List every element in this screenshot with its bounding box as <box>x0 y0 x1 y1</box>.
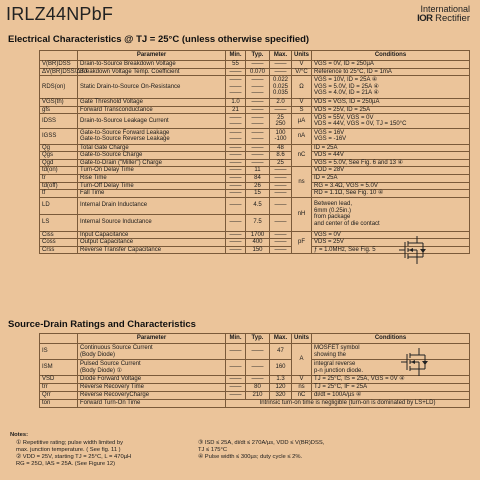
max-cell: —— <box>270 61 292 69</box>
min-cell <box>226 129 246 144</box>
parameter-line: (Body Diode) ① <box>80 367 123 374</box>
table-row <box>40 384 470 392</box>
typ-line: —— <box>251 121 264 128</box>
typ-line: —— <box>251 83 264 90</box>
table-row <box>40 174 470 182</box>
symbol-cell: gfs <box>40 106 78 114</box>
typ-cell: 26 <box>246 182 270 190</box>
parameter-cell: Gate-to-Drain ("Miller") Charge <box>78 159 226 167</box>
symbol-cell: IS <box>40 344 78 360</box>
table-row <box>40 152 470 160</box>
max-cell: 1.3 <box>270 376 292 384</box>
typ-cell: 210 <box>246 392 270 400</box>
max-cell <box>270 129 292 144</box>
column-header: Units <box>292 51 312 61</box>
max-cell: 8.6 <box>270 152 292 160</box>
min-line: —— <box>229 83 242 90</box>
typ-cell <box>246 114 270 129</box>
max-cell: 160 <box>270 360 292 376</box>
symbol-cell: td(on) <box>40 167 78 175</box>
typ-line: —— <box>251 77 264 84</box>
min-cell: —— <box>226 376 246 384</box>
min-cell: —— <box>226 231 246 239</box>
conditions-cell: VDS = VGS, ID = 250µA <box>312 98 470 106</box>
min-cell: 21 <box>226 106 246 114</box>
symbol-cell: VSD <box>40 376 78 384</box>
min-cell: —— <box>226 182 246 190</box>
conditions-cell: ID = 25A <box>312 144 470 152</box>
column-header: Conditions <box>312 51 470 61</box>
units-cell: V <box>292 376 312 384</box>
max-cell: 25 <box>270 159 292 167</box>
conditions-line: integral reverse <box>314 360 356 367</box>
min-cell: —— <box>226 197 246 214</box>
max-line: 25 <box>277 114 284 121</box>
max-cell <box>270 76 292 99</box>
symbol-cell: VGS(th) <box>40 98 78 106</box>
parameter-cell: Output Capacitance <box>78 239 226 247</box>
parameter-line: Gate-to-Source Reverse Leakage <box>80 136 170 143</box>
parameter-cell: Breakdown Voltage Temp. Coefficient <box>78 68 226 76</box>
symbol-cell: ton <box>40 400 78 408</box>
parameter-cell: Reverse RecoveryCharge <box>78 392 226 400</box>
max-line: -100 <box>274 136 287 143</box>
conditions-cell: Intrinsic turn-on time is negligible (turn-on is dominated by LS+LD) <box>226 400 470 408</box>
max-cell: —— <box>270 246 292 254</box>
symbol-cell: Qrr <box>40 392 78 400</box>
typ-cell: 80 <box>246 384 270 392</box>
conditions-cell: VDD = 28V <box>312 167 470 175</box>
parameter-cell: Rise Time <box>78 174 226 182</box>
typ-cell <box>246 129 270 144</box>
conditions-line: VGS = 4.0V, ID = 21A ④ <box>314 90 379 97</box>
symbol-cell: Qgd <box>40 159 78 167</box>
units-cell: V <box>292 98 312 106</box>
electrical-table <box>39 50 470 254</box>
conditions-cell <box>312 360 470 376</box>
conditions-cell: TJ = 25°C, IS = 25A, VGS = 0V ④ <box>312 376 470 384</box>
max-line: 0.022 <box>272 77 288 84</box>
symbol-cell: tf <box>40 190 78 198</box>
mosfet-symbol-icon <box>395 234 431 266</box>
units-cell: nH <box>292 197 312 231</box>
company-logo <box>417 4 470 24</box>
typ-line: —— <box>251 129 264 136</box>
parameter-cell: Forward Transconductance <box>78 106 226 114</box>
column-header: Parameter <box>78 51 226 61</box>
min-cell: —— <box>226 246 246 254</box>
column-header: Min. <box>226 51 246 61</box>
table-row <box>40 400 470 408</box>
units-cell: pF <box>292 231 312 254</box>
units-cell: µA <box>292 114 312 129</box>
table-row <box>40 190 470 198</box>
typ-cell: —— <box>246 360 270 376</box>
notes-section <box>10 432 325 467</box>
conditions-cell: TJ = 25°C, IF = 25A <box>312 384 470 392</box>
notes-title: Notes: <box>10 432 29 438</box>
units-cell: S <box>292 106 312 114</box>
table-row <box>40 114 470 129</box>
max-cell: —— <box>270 231 292 239</box>
typ-cell: 400 <box>246 239 270 247</box>
max-cell: 47 <box>270 344 292 360</box>
table-header-row <box>40 51 470 61</box>
conditions-cell: VGS = 5.0V, See Fig. 6 and 13 ④ <box>312 159 470 167</box>
table-row <box>40 197 470 214</box>
note-line: TJ ≤ 175°C <box>198 447 228 453</box>
typ-cell: 150 <box>246 246 270 254</box>
table-row <box>40 392 470 400</box>
parameter-cell: Drain-to-Source Breakdown Voltage <box>78 61 226 69</box>
parameter-cell <box>78 344 226 360</box>
column-header: Max. <box>270 51 292 61</box>
typ-line: —— <box>251 90 264 97</box>
units-cell: ns <box>292 384 312 392</box>
min-cell <box>226 76 246 99</box>
column-header: Min. <box>226 334 246 344</box>
units-cell: V/°C <box>292 68 312 76</box>
typ-cell: —— <box>246 376 270 384</box>
typ-cell: —— <box>246 61 270 69</box>
conditions-cell: RD = 1.1Ω, See Fig. 10 ④ <box>312 190 470 198</box>
parameter-cell: Total Gate Charge <box>78 144 226 152</box>
conditions-line: showing the <box>314 351 347 358</box>
max-line: 0.025 <box>272 83 288 90</box>
conditions-cell <box>312 114 470 129</box>
min-cell <box>226 114 246 129</box>
parameter-cell: Turn-Off Delay Time <box>78 182 226 190</box>
mosfet-diode-symbol-icon <box>397 346 433 378</box>
typ-line: —— <box>251 114 264 121</box>
parameter-cell: Gate Threshold Voltage <box>78 98 226 106</box>
conditions-line: VGS = 5.0V, ID = 25A ④ <box>314 83 379 90</box>
units-cell: nC <box>292 144 312 167</box>
min-line: —— <box>229 114 242 121</box>
typ-cell <box>246 76 270 99</box>
min-line: —— <box>229 121 242 128</box>
table-row <box>40 76 470 99</box>
column-header: Typ. <box>246 334 270 344</box>
min-cell: —— <box>226 360 246 376</box>
note-line: ③ ISD ≤ 25A, di/dt ≤ 270A/µs, VDD ≤ V(BR)DSS, <box>198 440 325 446</box>
conditions-cell: VDS = 25V, ID = 25A <box>312 106 470 114</box>
table-row <box>40 167 470 175</box>
parameter-cell: Reverse Recovery Time <box>78 384 226 392</box>
min-cell: —— <box>226 214 246 231</box>
max-cell: 320 <box>270 392 292 400</box>
symbol-cell: ISM <box>40 360 78 376</box>
conditions-cell: Reference to 25°C, ID = 1mA <box>312 68 470 76</box>
max-cell: —— <box>270 167 292 175</box>
min-cell: 55 <box>226 61 246 69</box>
max-cell: —— <box>270 68 292 76</box>
column-header: Conditions <box>312 334 470 344</box>
typ-cell: 11 <box>246 167 270 175</box>
conditions-cell: VGS = 0V <box>312 231 470 239</box>
table-row <box>40 159 470 167</box>
min-line: —— <box>229 129 242 136</box>
max-cell: 48 <box>270 144 292 152</box>
notes-left <box>16 440 196 468</box>
units-cell: A <box>292 344 312 376</box>
typ-cell: 1700 <box>246 231 270 239</box>
parameter-line: Pulsed Source Current <box>80 360 141 367</box>
parameter-cell: Reverse Transfer Capacitance <box>78 246 226 254</box>
units-cell: nA <box>292 129 312 144</box>
typ-cell: —— <box>246 159 270 167</box>
note-line: max. junction temperature. ( See fig. 11 ) <box>16 447 121 453</box>
conditions-cell: RG = 3.4Ω, VGS = 5.0V <box>312 182 470 190</box>
min-cell: —— <box>226 392 246 400</box>
symbol-cell: ΔV(BR)DSS/ΔTJ <box>40 68 78 76</box>
typ-cell: 0.070 <box>246 68 270 76</box>
parameter-line: Continuous Source Current <box>80 344 153 351</box>
conditions-cell <box>312 197 470 231</box>
conditions-line: VDS = 55V, VGS = 0V <box>314 114 374 121</box>
max-cell: —— <box>270 239 292 247</box>
min-cell: 1.0 <box>226 98 246 106</box>
conditions-line: 6mm (0.25in.) <box>314 207 352 214</box>
min-line: —— <box>229 136 242 143</box>
conditions-line: MOSFET symbol <box>314 344 360 351</box>
max-cell: 2.0 <box>270 98 292 106</box>
conditions-line: Between lead, <box>314 201 353 208</box>
min-cell: —— <box>226 152 246 160</box>
min-cell: —— <box>226 239 246 247</box>
table-row <box>40 68 470 76</box>
min-cell: —— <box>226 190 246 198</box>
units-cell: Ω <box>292 76 312 99</box>
logo-line2: Rectifier <box>435 13 470 24</box>
conditions-line: VGS = 16V <box>314 129 345 136</box>
note-line: RG = 25Ω, IAS = 25A. (See Figure 12) <box>16 461 116 467</box>
symbol-cell: V(BR)DSS <box>40 61 78 69</box>
parameter-cell: Gate-to-Source Charge <box>78 152 226 160</box>
typ-cell: —— <box>246 152 270 160</box>
conditions-cell: ƒ = 1.0MHz, See Fig. 5 <box>312 246 470 254</box>
max-cell: —— <box>270 174 292 182</box>
table-row <box>40 144 470 152</box>
table-row <box>40 98 470 106</box>
typ-cell: —— <box>246 106 270 114</box>
electrical-title: Electrical Characteristics @ TJ = 25°C (unless otherwise specified) <box>8 34 310 45</box>
conditions-line: from package <box>314 214 351 221</box>
parameter-cell: Internal Drain Inductance <box>78 197 226 214</box>
units-cell: nC <box>292 392 312 400</box>
min-cell: —— <box>226 167 246 175</box>
min-cell: —— <box>226 144 246 152</box>
parameter-cell: Drain-to-Source Leakage Current <box>78 114 226 129</box>
logo-ior: IOR <box>417 13 433 24</box>
part-number: IRLZ44NPbF <box>6 4 114 24</box>
parameter-cell: Internal Source Inductance <box>78 214 226 231</box>
typ-cell: 4.5 <box>246 197 270 214</box>
conditions-cell <box>312 76 470 99</box>
parameter-cell: Diode Forward Voltage <box>78 376 226 384</box>
max-cell: —— <box>270 214 292 231</box>
parameter-cell: Turn-On Delay Time <box>78 167 226 175</box>
conditions-cell: VGS = 0V, ID = 250µA <box>312 61 470 69</box>
table-row <box>40 182 470 190</box>
note-line: ④ Pulse width ≤ 300µs; duty cycle ≤ 2%. <box>198 454 303 460</box>
column-header <box>40 51 78 61</box>
table-row <box>40 106 470 114</box>
min-cell: —— <box>226 344 246 360</box>
source-drain-title: Source-Drain Ratings and Characteristics <box>8 319 196 330</box>
table-row <box>40 129 470 144</box>
parameter-cell: Input Capacitance <box>78 231 226 239</box>
symbol-cell: IGSS <box>40 129 78 144</box>
conditions-cell <box>312 129 470 144</box>
parameter-cell <box>78 129 226 144</box>
conditions-cell <box>312 344 470 360</box>
symbol-cell: tr <box>40 174 78 182</box>
max-line: 0.035 <box>272 90 288 97</box>
min-cell: —— <box>226 68 246 76</box>
conditions-line: and center of die contact <box>314 220 380 227</box>
parameter-line: Gate-to-Source Forward Leakage <box>80 129 170 136</box>
units-cell: V <box>292 61 312 69</box>
conditions-cell: VDS = 44V <box>312 152 470 160</box>
notes-right <box>198 440 378 461</box>
symbol-cell: Crss <box>40 246 78 254</box>
logo-line1: International <box>420 4 470 14</box>
table-row <box>40 61 470 69</box>
parameter-cell: Forward Turn-On Time <box>78 400 226 408</box>
max-cell: —— <box>270 106 292 114</box>
column-header: Max. <box>270 334 292 344</box>
min-line: —— <box>229 77 242 84</box>
conditions-cell: di/dt = 100A/µs ④ <box>312 392 470 400</box>
note-line: ② VDD = 25V, starting TJ = 25°C, L = 470µH <box>16 454 132 460</box>
typ-cell: 7.5 <box>246 214 270 231</box>
max-cell: —— <box>270 190 292 198</box>
typ-cell: —— <box>246 98 270 106</box>
conditions-line: p-n junction diode. <box>314 367 364 374</box>
typ-cell: 15 <box>246 190 270 198</box>
max-cell: 120 <box>270 384 292 392</box>
typ-line: —— <box>251 136 264 143</box>
table-header-row <box>40 334 470 344</box>
conditions-cell: ID = 25A <box>312 174 470 182</box>
conditions-line: VDS = 44V, VGS = 0V, TJ = 150°C <box>314 121 407 128</box>
min-cell: —— <box>226 159 246 167</box>
min-cell: —— <box>226 174 246 182</box>
symbol-cell: Coss <box>40 239 78 247</box>
symbol-cell: trr <box>40 384 78 392</box>
min-cell: —— <box>226 384 246 392</box>
parameter-cell: Static Drain-to-Source On-Resistance <box>78 76 226 99</box>
symbol-cell: RDS(on) <box>40 76 78 99</box>
symbol-cell: td(off) <box>40 182 78 190</box>
typ-cell: —— <box>246 144 270 152</box>
symbol-cell: LD <box>40 197 78 214</box>
typ-cell: 84 <box>246 174 270 182</box>
column-header: Units <box>292 334 312 344</box>
conditions-line: VGS = 10V, ID = 25A ④ <box>314 77 378 84</box>
note-line: ① Repetitive rating; pulse width limited by <box>16 440 124 446</box>
typ-cell: —— <box>246 344 270 360</box>
max-cell <box>270 114 292 129</box>
symbol-cell: Qg <box>40 144 78 152</box>
column-header: Typ. <box>246 51 270 61</box>
min-line: —— <box>229 90 242 97</box>
max-line: 100 <box>275 129 286 136</box>
parameter-line: (Body Diode) <box>80 351 116 358</box>
max-cell: —— <box>270 182 292 190</box>
parameter-cell: Fall Time <box>78 190 226 198</box>
parameter-cell <box>78 360 226 376</box>
max-line: 250 <box>275 121 286 128</box>
symbol-cell: Qgs <box>40 152 78 160</box>
symbol-cell: LS <box>40 214 78 231</box>
conditions-cell: VDS = 25V <box>312 239 470 247</box>
column-header: Parameter <box>78 334 226 344</box>
max-cell: —— <box>270 197 292 214</box>
symbol-cell: Ciss <box>40 231 78 239</box>
column-header <box>40 334 78 344</box>
conditions-line: VGS = -16V <box>314 136 347 143</box>
symbol-cell: IDSS <box>40 114 78 129</box>
units-cell: ns <box>292 167 312 197</box>
